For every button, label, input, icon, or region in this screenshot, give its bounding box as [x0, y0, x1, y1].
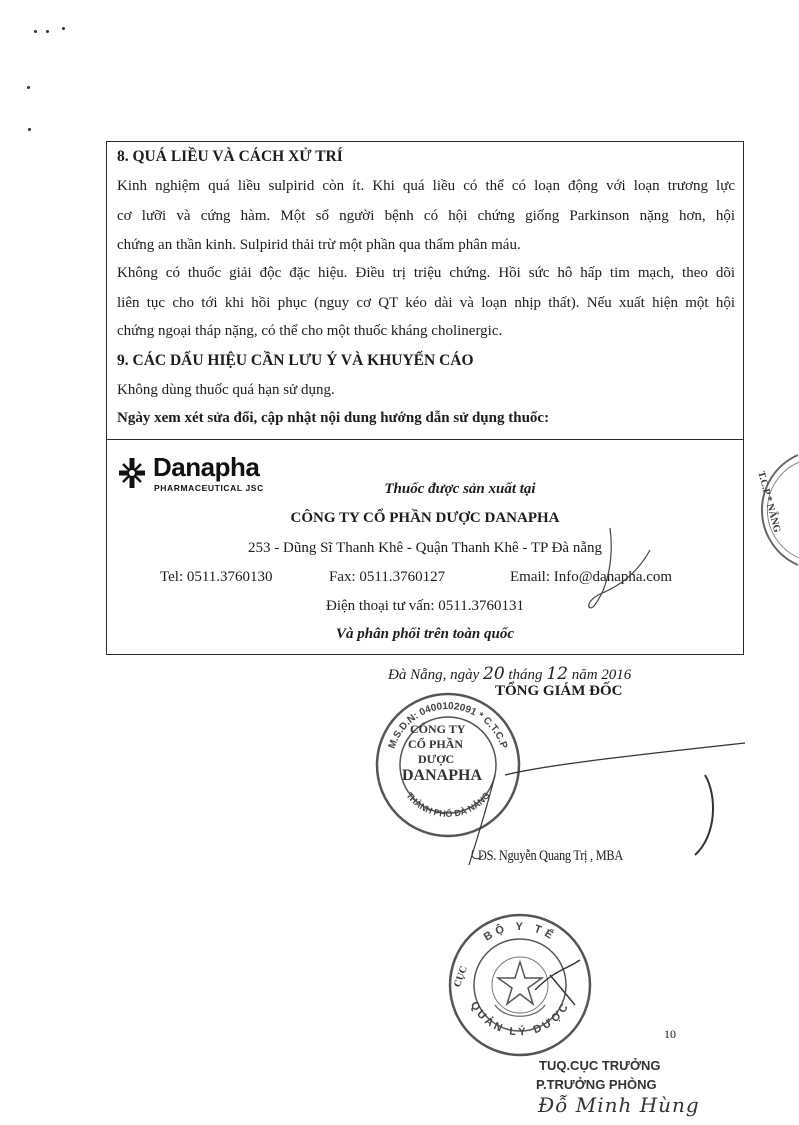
section-8-line: chứng ngoại tháp nặng, có thể cho một thuốc kháng cholinergic.	[117, 323, 503, 339]
tel: Tel: 0511.3760130	[160, 569, 273, 585]
section-9-line: Không dùng thuốc quá hạn sử dụng.	[117, 382, 335, 398]
section-9-heading: 9. CÁC DẤU HIỆU CẦN LƯU Ý VÀ KHUYẾN CÁO	[117, 352, 474, 369]
section-8-line: liên tục cho tới khi hồi phục (nguy cơ QT kéo dài và loạn nhịp thất). Nếu xuất hiện một hội	[117, 295, 735, 311]
section-8-line: chứng an thần kinh. Sulpirid thải trừ một phần qua thẩm phân máu.	[117, 237, 521, 253]
logo-subtitle: PHARMACEUTICAL JSC	[154, 483, 264, 493]
made-at-label: Thuốc được sản xuất tại	[384, 481, 536, 497]
company-address: 253 - Dũng Sĩ Thanh Khê - Quận Thanh Khê - TP Đà nẵng	[248, 540, 602, 556]
scan-speck	[34, 30, 37, 33]
section-8-line: Kinh nghiệm quá liều sulpirid còn ít. Khi quá liều có thể có loạn động với loạn trương lực	[117, 178, 735, 194]
director-signature	[455, 735, 755, 895]
director-title: TỔNG GIÁM ĐỐC	[495, 683, 623, 699]
hotline: Điện thoại tư vấn: 0511.3760131	[326, 598, 524, 614]
email: Email: Info@danapha.com	[510, 569, 673, 585]
date-year: năm 2016	[571, 667, 632, 683]
svg-text:BỘ Y TẾ	[482, 921, 559, 944]
scan-speck	[62, 27, 65, 30]
danapha-logo-icon	[115, 456, 149, 490]
fax: Fax: 0511.3760127	[329, 569, 446, 585]
distribution-note: Và phân phối trên toàn quốc	[336, 626, 514, 642]
ministry-stamp	[445, 910, 595, 1060]
section-8-line: cơ lưỡi và cứng hàm. Một số người bệnh có hội chứng giống Parkinson nặng hơn, hội	[117, 208, 735, 224]
stamp-bottom-text: THÀNH PHỐ ĐÀ NẴNG	[404, 790, 492, 819]
director-name: DS. Nguyễn Quang Trị , MBA	[478, 848, 623, 864]
scan-speck	[46, 30, 49, 33]
stamp-center-line: CỔ PHẦN	[408, 737, 463, 751]
date-month-label: tháng	[508, 667, 543, 683]
scan-speck	[27, 86, 30, 89]
date-month: 12	[546, 664, 568, 684]
stamp-center-line: CÔNG TY	[410, 722, 466, 736]
company-name: CÔNG TY CỔ PHẦN DƯỢC DANAPHA	[290, 510, 560, 526]
stamp-center-line: DANAPHA	[402, 767, 482, 784]
section-8-heading: 8. QUÁ LIỀU VÀ CÁCH XỬ TRÍ	[117, 148, 343, 165]
signature-stroke	[580, 528, 660, 618]
svg-text:QUẢN LÝ DƯỢC	[468, 1000, 573, 1039]
section-8-line: Không có thuốc giải độc đặc hiệu. Điều trị triệu chứng. Hồi sức hô hấp tim mạch, theo dõi	[117, 265, 735, 281]
approval-signer: Đỗ Minh Hùng	[538, 1093, 700, 1117]
approval-line-2: P.TRƯỞNG PHÒNG	[536, 1077, 657, 1092]
ministry-stamp-top: BỘ Y TẾ	[481, 920, 559, 944]
date-day: 20	[483, 664, 505, 684]
review-date-label: Ngày xem xét sửa đổi, cập nhật nội dung hướng dẫn sử dụng thuốc:	[117, 410, 550, 426]
ministry-stamp-bottom: QUẢN LÝ DƯỢC	[467, 999, 573, 1039]
date-prefix: Đà Nẵng, ngày	[388, 667, 480, 683]
ministry-stamp-left: CỤC	[452, 964, 470, 989]
stamp-ring-text: M.S.D.N: 0400102091 * C.T.C.P	[386, 700, 510, 751]
side-stamp-text: T.C.P * NẴNG	[755, 470, 783, 534]
stamp-center-line: DƯỢC	[418, 752, 455, 766]
approval-line-1: TUQ.CỤC TRƯỞNG	[539, 1058, 661, 1073]
danapha-logo	[115, 452, 280, 496]
scan-speck	[28, 128, 31, 131]
logo-wordmark: Danapha	[153, 452, 260, 482]
page-number: 10	[664, 1027, 676, 1041]
signing-date	[388, 664, 631, 684]
